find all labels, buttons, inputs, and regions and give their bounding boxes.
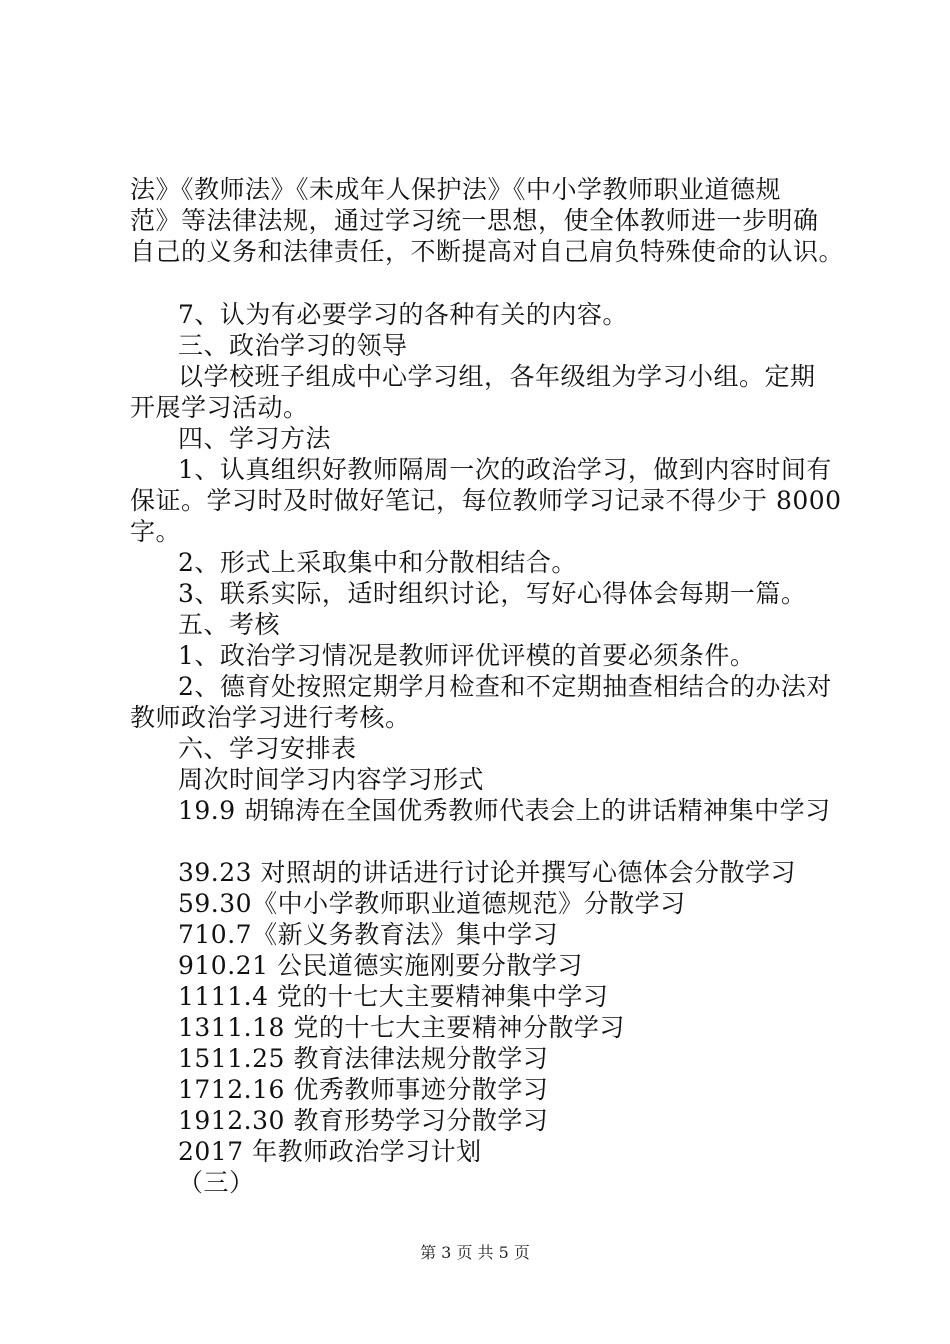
body-line: 开展学习活动。 [130,393,309,422]
body-line: 1、政治学习情况是教师评优评模的首要必须条件。 [178,641,756,670]
schedule-row: 910.21 公民道德实施刚要分散学习 [178,951,583,980]
schedule-row: 1912.30 教育形势学习分散学习 [178,1106,549,1135]
schedule-row: 1111.4 党的十七大主要精神集中学习 [178,982,609,1011]
section-heading: 三、政治学习的领导 [178,331,408,360]
part-marker: （三） [178,1168,255,1197]
body-line: 保证。学习时及时做好笔记，每位教师学习记录不得少于 8000 [130,486,842,515]
body-line: 教师政治学习进行考核。 [130,703,411,732]
body-line: 范》等法律法规，通过学习统一思想，使全体教师进一步明确 [130,206,819,235]
section-heading: 五、考核 [178,610,281,639]
document-title: 2017 年教师政治学习计划 [178,1137,482,1166]
schedule-row: 1712.16 优秀教师事迹分散学习 [178,1075,549,1104]
body-line: 自己的义务和法律责任，不断提高对自己肩负特殊使命的认识。 [130,237,845,266]
body-line: 法》《教师法》《未成年人保护法》《中小学教师职业道德规 [130,175,782,204]
body-line: 以学校班子组成中心学习组，各年级组为学习小组。定期 [178,362,816,391]
schedule-row: 19.9 胡锦涛在全国优秀教师代表会上的讲话精神集中学习 [178,796,831,825]
body-line: 3、联系实际，适时组织讨论，写好心得体会每期一篇。 [178,579,807,608]
page-number: 第 3 页 共 5 页 [420,1243,530,1262]
body-line: 2、形式上采取集中和分散相结合。 [178,548,577,577]
schedule-row: 710.7《新义务教育法》集中学习 [178,920,559,949]
body-line: 字。 [130,517,182,546]
schedule-row: 1311.18 党的十七大主要精神分散学习 [178,1013,625,1042]
section-heading: 六、学习安排表 [178,734,357,763]
body-line: 7、认为有必要学习的各种有关的内容。 [178,300,628,329]
schedule-row: 39.23 对照胡的讲话进行讨论并撰写心德体会分散学习 [178,858,797,887]
body-line: 2、德育处按照定期学月检查和不定期抽查相结合的办法对 [178,672,832,701]
body-line: 1、认真组织好教师隔周一次的政治学习，做到内容时间有 [178,455,832,484]
schedule-row: 59.30《中小学教师职业道德规范》分散学习 [178,889,686,918]
schedule-row: 1511.25 教育法律法规分散学习 [178,1044,549,1073]
section-heading: 四、学习方法 [178,424,332,453]
schedule-header: 周次时间学习内容学习形式 [178,765,485,794]
